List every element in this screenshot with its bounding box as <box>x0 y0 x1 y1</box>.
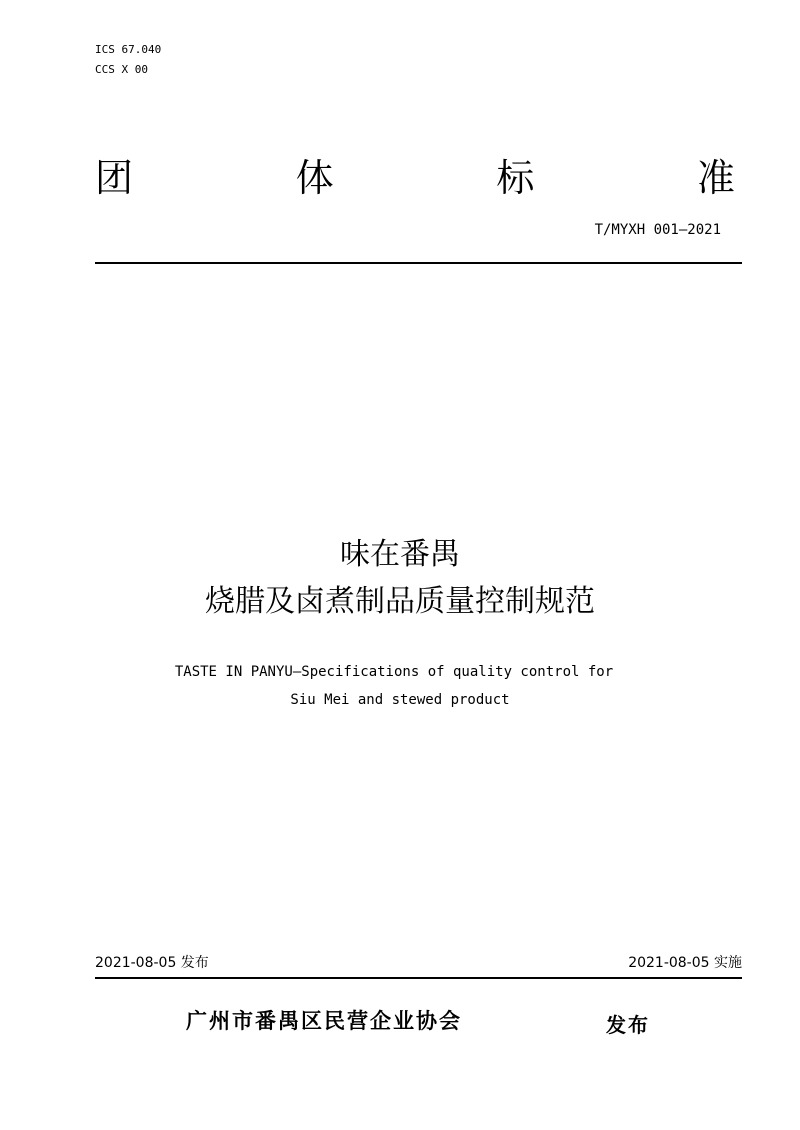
ccs-code: CCS X 00 <box>95 63 148 76</box>
standard-code: T/MYXH 001—2021 <box>594 222 721 238</box>
top-divider <box>95 262 742 264</box>
implementation-date: 2021-08-05 实施 <box>628 955 742 971</box>
bottom-divider <box>95 977 742 979</box>
standard-type-char-1: 团 <box>95 156 134 200</box>
chinese-title-line-2: 烧腊及卤煮制品质量控制规范 <box>205 584 595 619</box>
release-date: 2021-08-05 发布 <box>95 955 209 971</box>
english-title-line-2: Siu Mei and stewed product <box>290 692 510 708</box>
publish-label: 发布 <box>606 1013 650 1037</box>
standard-type-heading <box>95 150 735 206</box>
chinese-title-line-1: 味在番禺 <box>340 537 460 572</box>
standard-type-char-4: 准 <box>696 156 735 200</box>
standard-type-char-2: 体 <box>295 156 334 200</box>
standard-type-char-3: 标 <box>496 156 535 200</box>
publisher-name: 广州市番禺区民营企业协会 <box>186 1009 462 1033</box>
ics-code: ICS 67.040 <box>95 43 162 56</box>
english-title-line-1: TASTE IN PANYU—Specifications of quality control for <box>174 664 614 680</box>
